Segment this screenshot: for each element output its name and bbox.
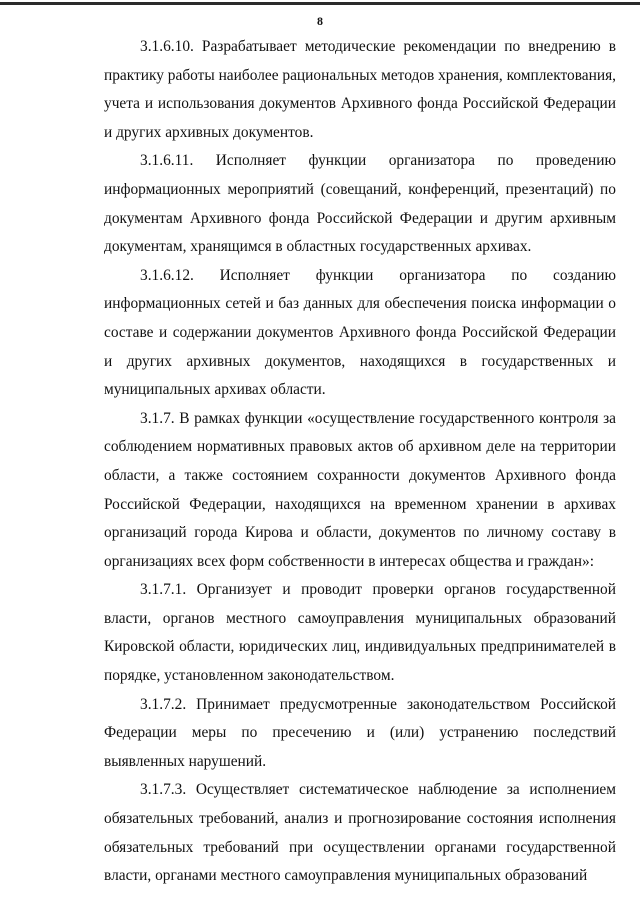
- paragraph-3-1-7-2: 3.1.7.2. Принимает предусмотренные законодательством Российской Федерации меры по пресечению и (или) устранению последствий выявленных нарушений.: [104, 695, 616, 770]
- paragraph-3-1-7: 3.1.7. В рамках функции «осуществление государственного контроля за соблюдением нормативных правовых актов об архивном деле на территории области, а также состоянием сохранности документов Архивного фонда Российской Федерации, находящихся на временном хранении в архивах организаций города Кирова и области, документов по личному составу в организациях всех форм собственности в интересах общества и граждан»:: [104, 409, 616, 570]
- page-number: 8: [317, 14, 323, 28]
- paragraph-3-1-7-3: 3.1.7.3. Осуществляет систематическое наблюдение за исполнением обязательных требований, анализ и прогнозирование состояния исполнения обязательных требований при осуществлении органами государственной власти, органами местного самоуправления муниципальных образований: [104, 781, 616, 885]
- top-border-line: [0, 2, 640, 5]
- paragraph-3-1-6-11: 3.1.6.11. Исполняет функции организатора по проведению информационных мероприятий (совещаний, конференций, презентаций) по документам Архивного фонда Российской Федерации и другим архивным документам, хранящимся в областных государственных архивах.: [104, 152, 616, 256]
- document-body: [104, 33, 616, 891]
- paragraph-3-1-6-12: 3.1.6.12. Исполняет функции организатора по созданию информационных сетей и баз данных для обеспечения поиска информации о составе и содержании документов Архивного фонда Российской Федерации и других архивных документов, находящихся в государственных и муниципальных архивах области.: [104, 266, 616, 399]
- paragraph-3-1-6-10: 3.1.6.10. Разрабатывает методические рекомендации по внедрению в практику работы наиболее рациональных методов хранения, комплектования, учета и использования документов Архивного фонда Российской Федерации и других архивных документов.: [104, 38, 616, 141]
- paragraph-3-1-7-1: 3.1.7.1. Организует и проводит проверки органов государственной власти, органов местного самоуправления муниципальных образований Кировской области, юридических лиц, индивидуальных предпринимателей в порядке, установленном законодательством.: [104, 581, 616, 685]
